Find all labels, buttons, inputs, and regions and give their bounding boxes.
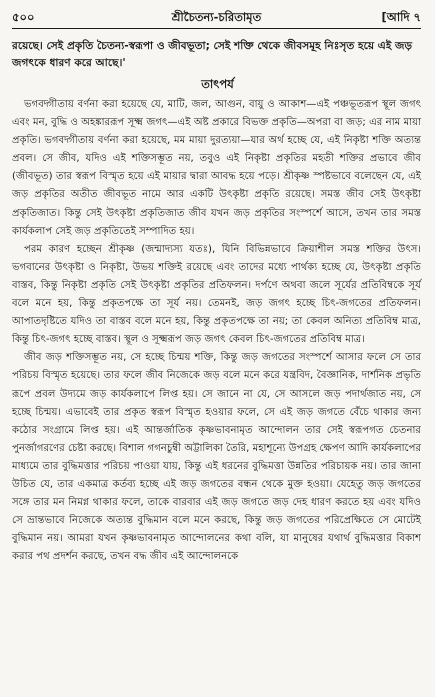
verse-translation: রয়েছে। সেই প্রকৃতি চৈতন্য-স্বরূপা ও জীবভূতা; সেই শক্তি থেকে জীবসমূহ নিঃসৃত হয়ে এই জড় জগৎকে ধারণ করে আছে।' [12,40,413,69]
paragraph: পরম কারণ হচ্ছেন শ্রীকৃষ্ণ (জন্মাদ্যস্য যতঃ), যিনি বিভিন্নভাবে ক্রিয়াশীল সমস্ত শক্তির উৎস। ভগবানের উৎকৃষ্টা ও নিকৃষ্টা, উভয় শক্তিই রয়েছে এবং তাদের মধ্যে পার্থক্য হচ্ছে যে, উৎকৃষ্টা প্রকৃতি বাস্তব, কিন্তু নিকৃষ্টা প্রকৃতি সেই উৎকৃষ্টা প্রকৃতির প্রতিফলন। দর্পণে অথবা জলে সূর্যের প্রতিবিম্বকে সূর্য বলে মনে হয়, কিন্তু প্রকৃতপক্ষে তা সূর্য নয়। তেমনই, জড় জগৎ হচ্ছে চিৎ-জগতের প্রতিফলন। আপাতদৃষ্টিতে যদিও তা বাস্তব বলে মনে হয়, কিন্তু প্রকৃতপক্ষে তা নয়; তা কেবল অনিত্য প্রতিবিম্ব মাত্র, কিন্তু চিৎ-জগৎ হচ্ছে বাস্তব। স্থূল ও সূক্ষ্মরূপ জড় জগৎ কেবল চিৎ-জগতের প্রতিবিম্ব মাত্র। [12,243,421,346]
purport-heading: তাৎপর্য [201,77,234,91]
chapter-ref: [আদি ৭ [381,9,421,24]
page-number: ৫০০ [12,9,35,24]
running-header [12,8,421,29]
paragraph: জীব জড় শক্তিসম্ভূত নয়, সে হচ্ছে চিন্ময় শক্তি, কিন্তু জড় জগতের সংস্পর্শে আসার ফলে সে তার পরিচয় বিস্মৃত হয়েছে। তার ফলে জীব নিজেকে জড় বলে মনে করে যন্ত্রবিদ, বৈজ্ঞানিক, দার্শনিক প্রভৃতি রূপে প্রবল উদ্যমে জড় কার্যকলাপে লিপ্ত হয়। সে জানে না যে, সে আসলে জড় পদার্থজাত নয়, সে হচ্ছে চিন্ময়। এভাবেই তার প্রকৃত স্বরূপ বিস্মৃত হওয়ার ফলে, সে এই জড় জগতে বেঁচে থাকার জন্য কঠোর সংগ্রামে লিপ্ত হয়। এই আন্তর্জাতিক কৃষ্ণভাবনামৃত আন্দোলন তার সেই স্বরূপগত চেতনার পুনর্জাগরণের চেষ্টা করছে। বিশাল গগনচুম্বী অট্টালিকা তৈরি, মহাশূন্যে উপগ্রহ ক্ষেপণ আদি কার্যকলাপের মাধ্যমে তার বুদ্ধিমত্তার পরিচয় পাওয়া যায়, কিন্তু এই ধরনের বুদ্ধিমত্তা উন্নতির পরিচায়ক নয়। তার জানা উচিত যে, তার একমাত্র কর্তব্য হচ্ছে এই জড় জগতের বন্ধন থেকে মুক্ত হওয়া। যেহেতু জড় জগতের সঙ্গে তার মন নিমগ্ন থাকার ফলে, তাকে বারবার এই জড় জগতে জড় দেহ ধারণ করতে হয় এবং যদিও সে ভ্রান্তভাবে নিজেকে অত্যন্ত বুদ্ধিমান বলে মনে করছে, কিন্তু জড় জগতের পরিপ্রেক্ষিতে সে মোটেই বুদ্ধিমান নয়। আমরা যখন কৃষ্ণভাবনামৃত আন্দোলনের কথা বলি, যা মানুষের যথার্থ বুদ্ধিমত্তার বিকাশ করার পথ প্রদর্শন করছে, তখন বদ্ধ জীব এই আন্দোলনকে [12,352,421,563]
paragraph: ভগবদ্গীতায় বর্ণনা করা হয়েছে যে, মাটি, জল, আগুন, বায়ু ও আকাশ—এই পঞ্চভূতরূপ স্থূল জগৎ এবং মন, বুদ্ধি ও অহঙ্কাররূপ সূক্ষ্ম জগৎ—এই অষ্ট প্রকারে বিভক্ত প্রকৃতি—অপরা বা জড়; এর নাম মায়া প্রকৃতি। ভগবদ্গীতায় বর্ণনা করা হয়েছে, মম মায়া দুরত্যয়া—যার অর্থ হচ্ছে যে, এই নিকৃষ্টা শক্তি অত্যন্ত প্রবল। সে জীব, যদিও এই শক্তিসম্ভূত নয়, তবুও এই নিকৃষ্টা প্রকৃতির মহতী শক্তির প্রভাবে জীব (জীবভূত) তার স্বরূপ বিস্মৃত হয়ে এই মায়ার দ্বারা আবদ্ধ হয়ে পড়ে। শ্রীকৃষ্ণ স্পষ্টভাবে বলেছেন যে, এই জড় প্রকৃতির অতীত জীবভূত নামে আর একটি উৎকৃষ্টা প্রকৃতি রয়েছে। সমস্ত জীব সেই উৎকৃষ্টা প্রকৃতিজাত। কিন্তু সেই উৎকৃষ্টা প্রকৃতিজাত জীব যখন জড় প্রকৃতির সংস্পর্শে আসে, তখন তার সমস্ত কার্যকলাপ সেই জড় প্রকৃতিতেই সম্পাদিত হয়। [12,99,421,237]
purport-body [12,96,421,566]
book-title: শ্রীচৈতন্য-চরিতামৃত [171,9,262,24]
